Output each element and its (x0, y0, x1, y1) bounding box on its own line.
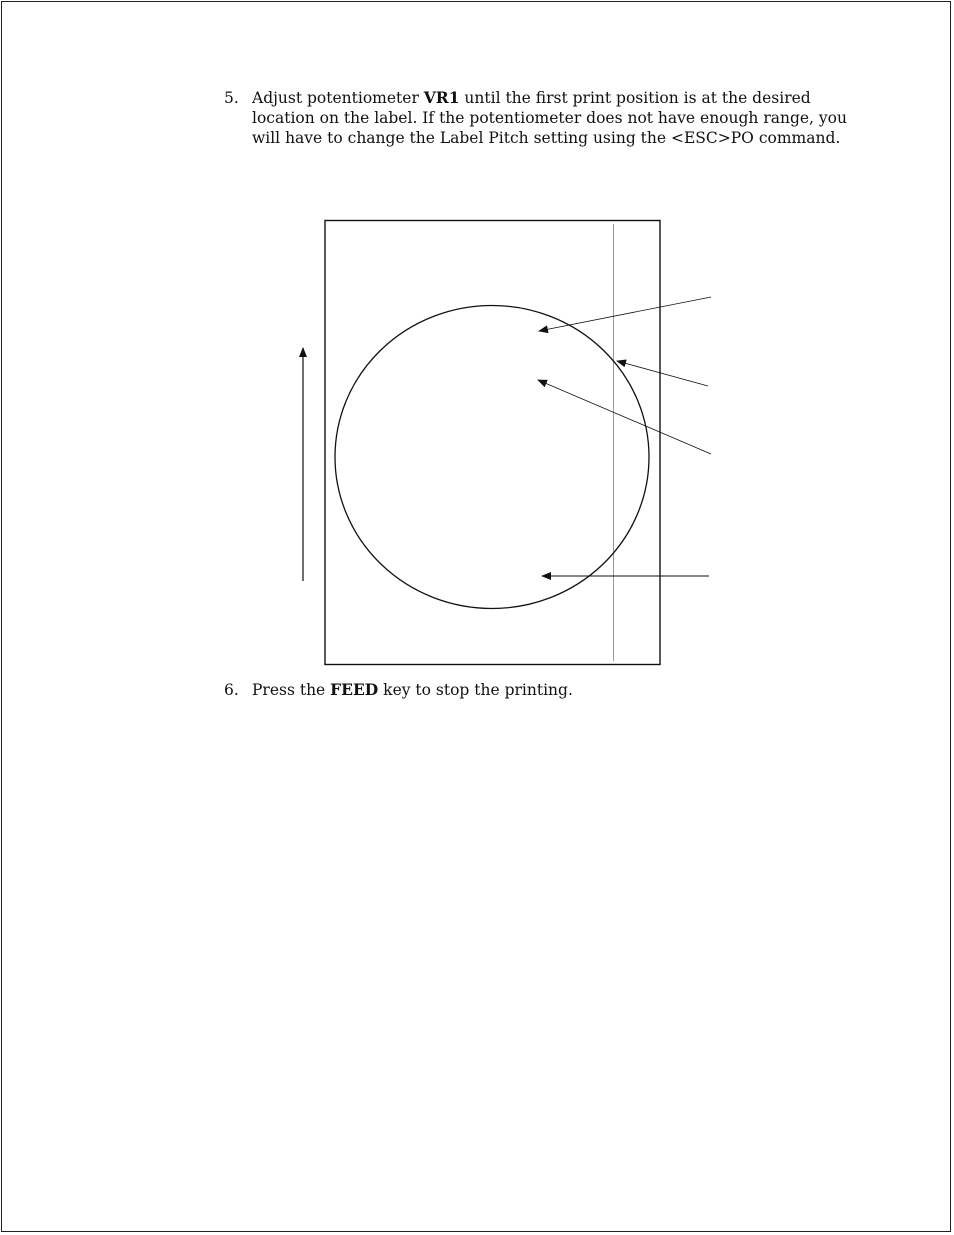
step-6-text-bold: FEED (330, 680, 379, 699)
step-5-text-bold: VR1 (423, 88, 460, 107)
step-6-text (252, 680, 874, 700)
label-outline (325, 221, 660, 665)
step-5-number: 5. (224, 89, 239, 107)
step-6-text-before: Press the (252, 681, 331, 699)
step-5-text-after: until the first print position is at the desired location on the label. If the potentiometer does not have enough range, you will have to change the Label Pitch setting using the <ESC>PO command. (252, 89, 847, 147)
print-circle (335, 306, 649, 609)
step-6-number: 6. (224, 681, 239, 699)
step-5-text-before: Adjust potentiometer (252, 89, 424, 107)
step-6-text-after: key to stop the printing. (378, 681, 573, 699)
callout-arrow-2 (617, 361, 708, 386)
callout-arrow-1 (539, 297, 711, 331)
step-6 (224, 680, 874, 700)
callout-arrow-3 (538, 380, 711, 454)
